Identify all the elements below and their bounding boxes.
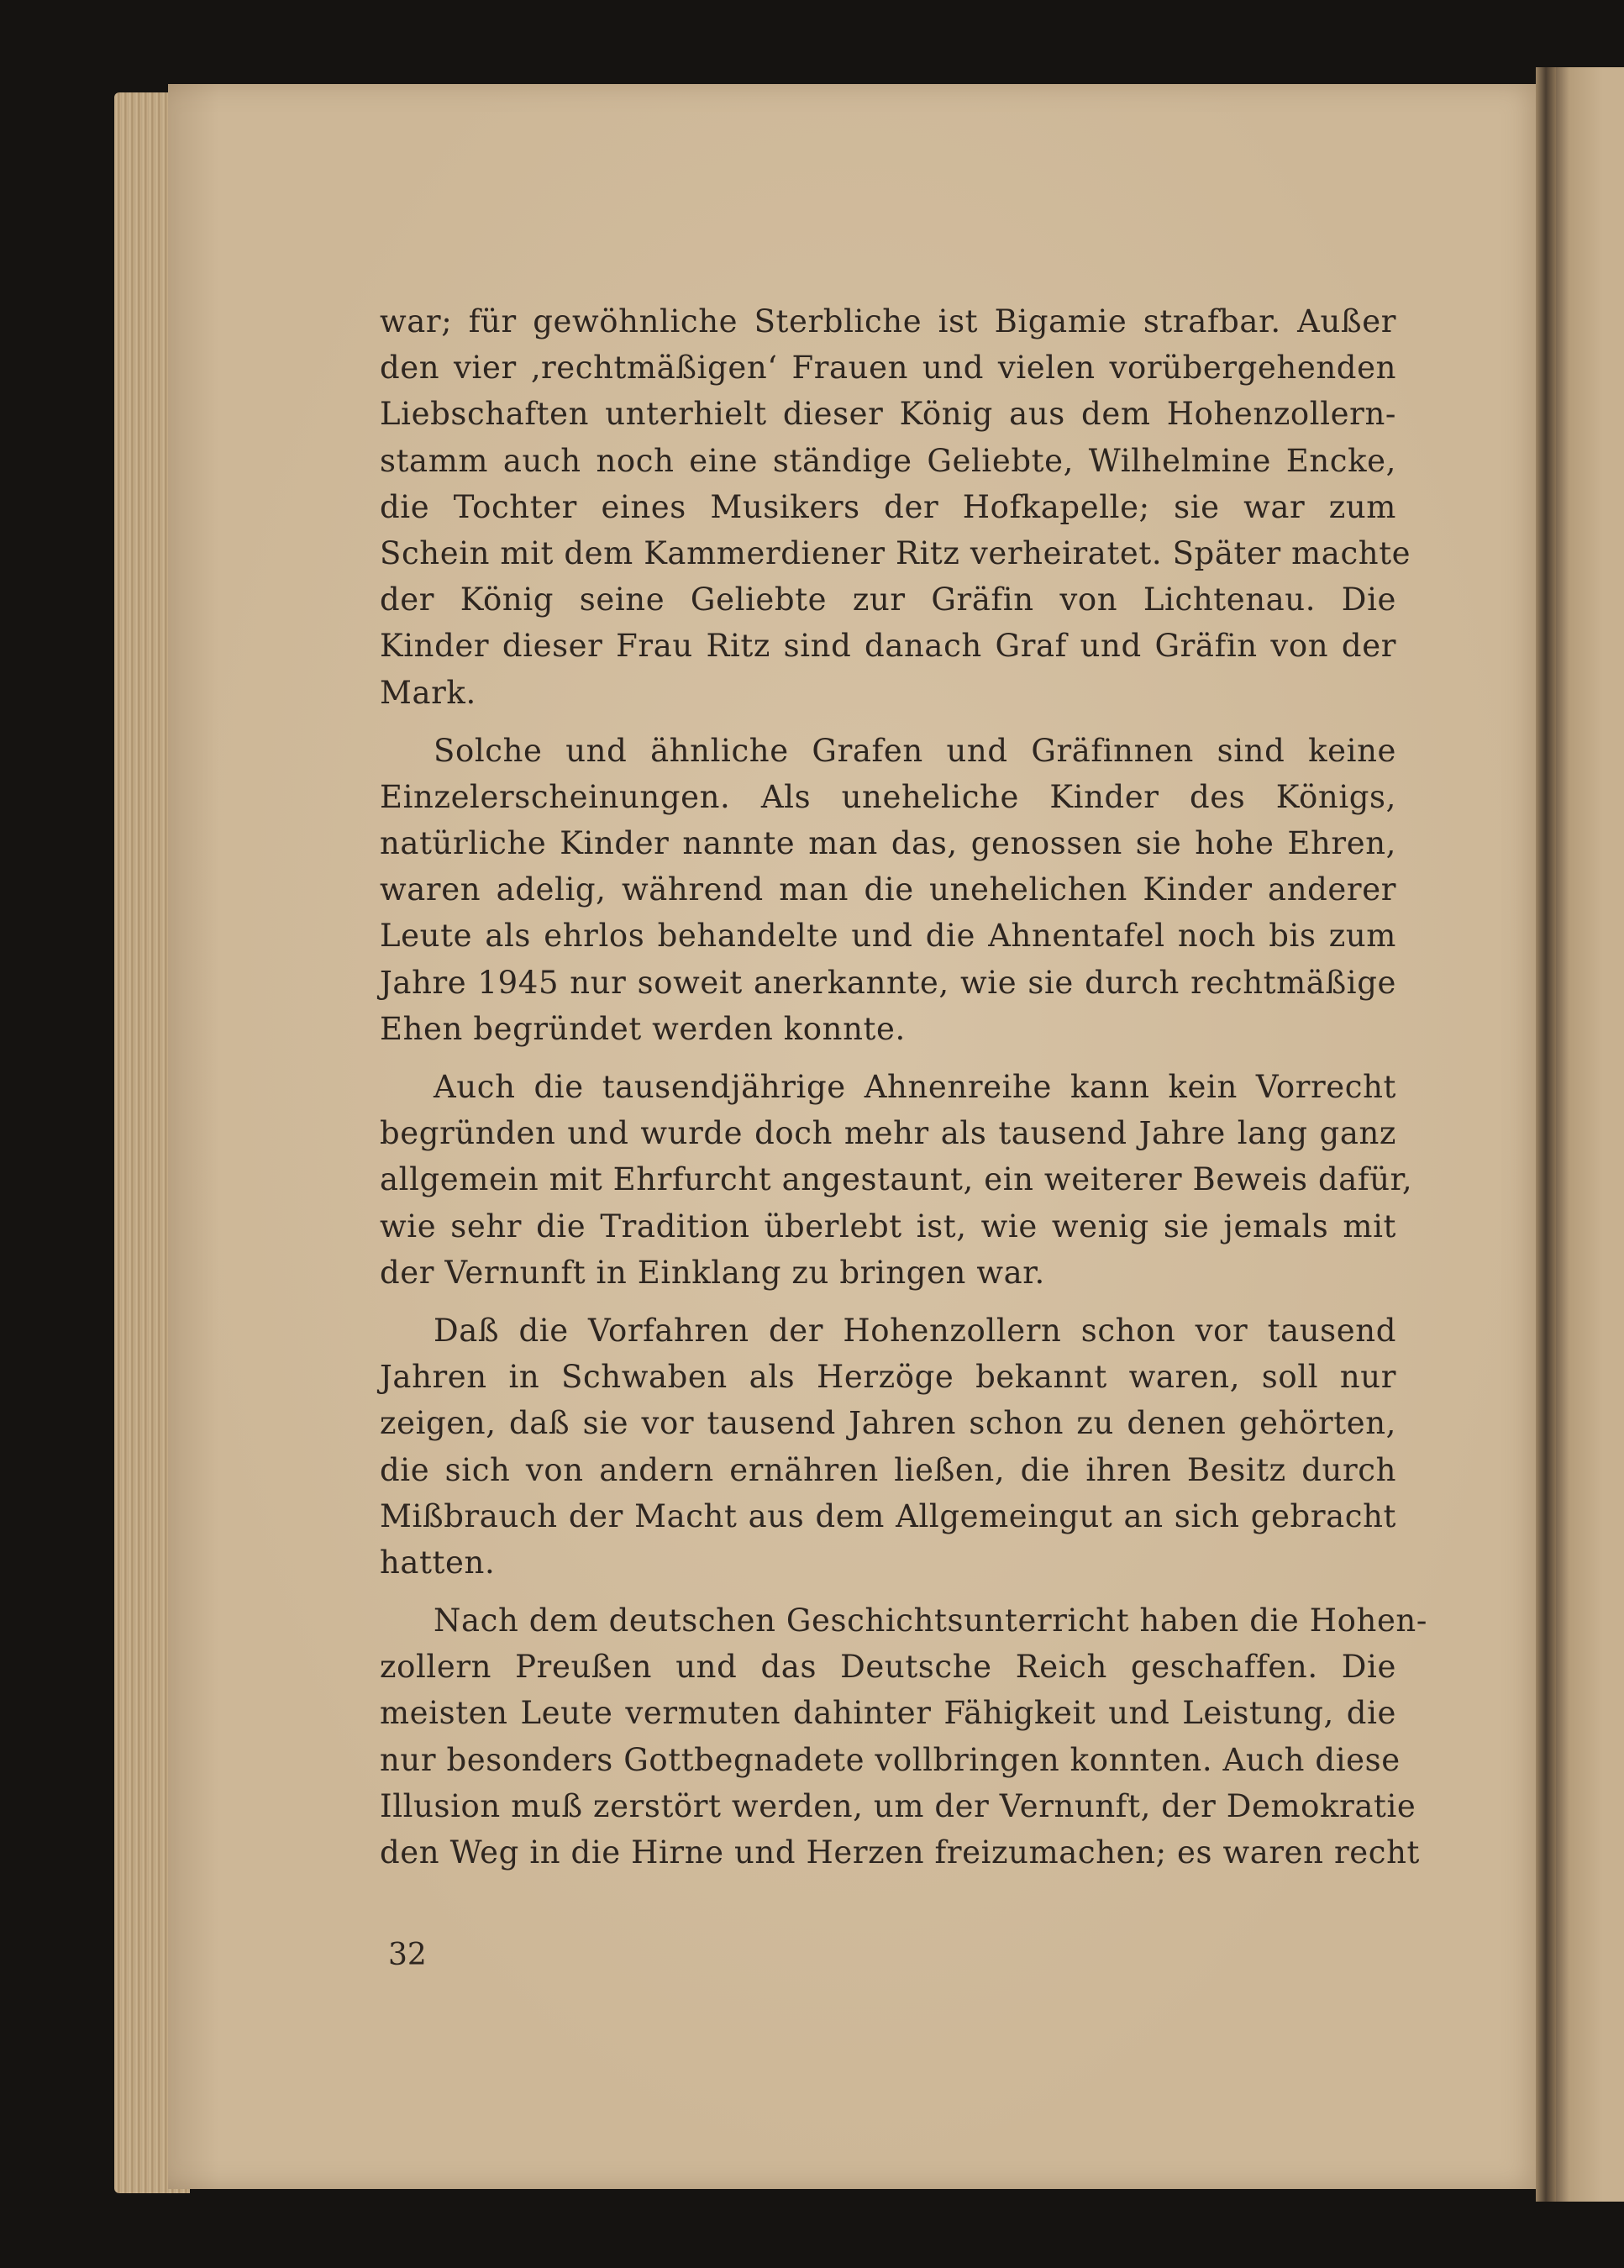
text-line: der König seine Geliebte zur Gräfin von Lichtenau. Die	[380, 581, 1396, 618]
text-line: begründen und wurde doch mehr als tausend Jahre lang ganz	[380, 1115, 1396, 1152]
page-number: 32	[388, 1938, 427, 1972]
text-line: den Weg in die Hirne und Herzen freizumachen; es waren recht	[380, 1834, 1420, 1871]
paragraph-4	[380, 1308, 1396, 1586]
text-line: den vier ‚rechtmäßigen‘ Frauen und vielen vorübergehenden	[380, 350, 1396, 387]
text-line: Mißbrauch der Macht aus dem Allgemeingut an sich gebracht	[380, 1497, 1396, 1534]
text-line: die sich von andern ernähren ließen, die ihren Besitz durch	[380, 1451, 1396, 1488]
text-line: nur besonders Gottbegnadete vollbringen konnten. Auch diese	[380, 1741, 1401, 1778]
text-line: Ehen begründet werden konnte.	[380, 1010, 906, 1047]
body-text	[380, 298, 1427, 1887]
text-line: Auch die tausendjährige Ahnenreihe kann kein Vorrecht	[434, 1069, 1396, 1105]
text-line: Solche und ähnliche Grafen und Gräfinnen sind keine	[434, 732, 1396, 769]
paragraph-3	[380, 1064, 1413, 1296]
text-line: hatten.	[380, 1544, 496, 1581]
text-line: stamm auch noch eine ständige Geliebte, Wilhelmine Encke,	[380, 442, 1396, 479]
text-line: Schein mit dem Kammerdiener Ritz verheiratet. Später machte	[380, 534, 1411, 571]
text-line: war; für gewöhnliche Sterbliche ist Bigamie strafbar. Außer	[380, 303, 1396, 339]
text-line: waren adelig, während man die unehelichen Kinder anderer	[380, 871, 1396, 908]
text-line: der Vernunft in Einklang zu bringen war.	[380, 1254, 1045, 1291]
text-line: natürliche Kinder nannte man das, genossen sie hohe Ehren,	[380, 825, 1396, 862]
text-line: Illusion muß zerstört werden, um der Vernunft, der Demokratie	[380, 1787, 1416, 1824]
text-line: zeigen, daß sie vor tausend Jahren schon zu denen gehörten,	[380, 1405, 1396, 1442]
text-line: Einzelerscheinungen. Als uneheliche Kinder des Königs,	[380, 778, 1396, 815]
text-line: wie sehr die Tradition überlebt ist, wie wenig sie jemals mit	[380, 1208, 1396, 1245]
paragraph-2	[380, 728, 1396, 1052]
text-line: Jahren in Schwaben als Herzöge bekannt waren, soll nur	[380, 1359, 1396, 1396]
text-line: zollern Preußen und das Deutsche Reich geschaffen. Die	[380, 1649, 1396, 1686]
book-gutter	[1536, 67, 1556, 2202]
text-line: meisten Leute vermuten dahinter Fähigkeit und Leistung, die	[380, 1695, 1396, 1732]
text-line: Leute als ehrlos behandelte und die Ahnentafel noch bis zum	[380, 918, 1396, 955]
text-line: Daß die Vorfahren der Hohenzollern schon vor tausend	[434, 1312, 1396, 1349]
text-line: allgemein mit Ehrfurcht angestaunt, ein weiterer Beweis dafür,	[380, 1161, 1413, 1198]
text-line: Kinder dieser Frau Ritz sind danach Graf und Gräfin von der	[380, 628, 1396, 665]
facing-page	[1553, 67, 1624, 2202]
text-line: Nach dem deutschen Geschichtsunterricht haben die Hohen-	[434, 1602, 1427, 1639]
paragraph-1	[380, 298, 1411, 716]
text-line: Mark.	[380, 674, 476, 711]
text-line: Jahre 1945 nur soweit anerkannte, wie sie durch rechtmäßige	[380, 964, 1396, 1001]
paragraph-5	[380, 1597, 1427, 1876]
text-line: die Tochter eines Musikers der Hofkapelle; sie war zum	[380, 488, 1396, 525]
text-line: Liebschaften unterhielt dieser König aus dem Hohenzollern-	[380, 396, 1396, 433]
